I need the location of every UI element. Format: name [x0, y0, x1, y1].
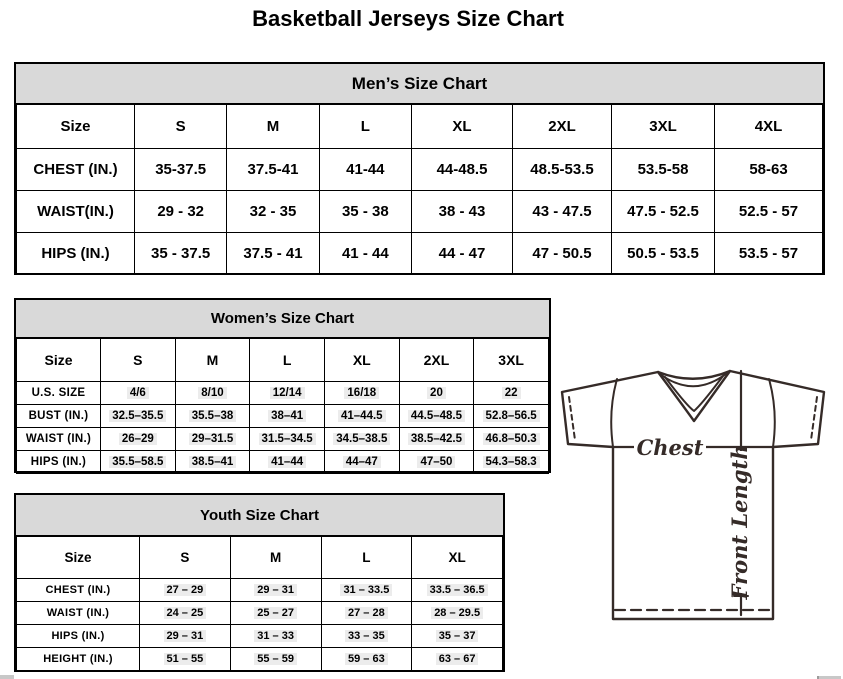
women-table-title: Women’s Size Chart	[16, 300, 549, 338]
men-cell	[612, 149, 715, 191]
womens-size-table	[14, 298, 551, 473]
men-cell	[227, 149, 319, 191]
cell-value: 27 – 28	[345, 607, 388, 619]
chest-label: Chest	[636, 435, 704, 460]
youth-cell	[140, 648, 231, 671]
cell-value: 25 – 27	[254, 607, 297, 619]
cell-value: 35.5–38	[189, 410, 237, 422]
women-cell	[399, 451, 474, 474]
youth-row-label: HEIGHT (IN.)	[17, 648, 140, 671]
cell-value: 44 - 47	[438, 245, 486, 262]
women-column-header: 3XL	[474, 339, 549, 382]
cell-value: 20	[427, 387, 446, 399]
youth-table-row	[17, 602, 503, 625]
cell-value: 31.5–34.5	[259, 433, 316, 445]
youth-cell	[321, 625, 412, 648]
youth-table-title: Youth Size Chart	[16, 495, 503, 536]
women-row-label: HIPS (IN.)	[17, 451, 101, 474]
youth-cell	[140, 579, 231, 602]
cell-value: 29 – 31	[254, 584, 297, 596]
cell-value: 53.5 - 57	[738, 245, 799, 262]
women-cell	[324, 405, 399, 428]
cell-value: 28 – 29.5	[431, 607, 483, 619]
youth-column-header: Size	[17, 537, 140, 579]
youth-size-table	[14, 493, 505, 672]
men-table-grid	[16, 104, 823, 275]
cell-value: 59 – 63	[345, 653, 388, 665]
youth-cell	[230, 579, 321, 602]
cell-value: 35 - 38	[341, 203, 389, 220]
men-cell	[513, 233, 612, 275]
cell-value: 48.5-53.5	[530, 161, 594, 178]
cell-value: 35 - 37.5	[151, 245, 211, 262]
women-column-header: M	[175, 339, 250, 382]
youth-row-label: HIPS (IN.)	[17, 625, 140, 648]
men-column-header: XL	[412, 105, 513, 149]
women-cell	[175, 405, 250, 428]
men-cell	[513, 149, 612, 191]
women-column-header: S	[101, 339, 176, 382]
cell-value: 26–29	[119, 433, 157, 445]
cell-value: 54.3–58.3	[483, 456, 540, 468]
youth-cell	[230, 602, 321, 625]
men-column-header: 2XL	[513, 105, 612, 149]
cell-value: 47.5 - 52.5	[627, 203, 699, 220]
men-row-label: WAIST(IN.)	[17, 191, 135, 233]
cell-value: 31 – 33.5	[340, 584, 392, 596]
youth-table-row	[17, 625, 503, 648]
women-cell	[175, 428, 250, 451]
youth-header-row	[17, 537, 503, 579]
cell-value: 38.5–41	[189, 456, 237, 468]
cell-value: 41–44	[268, 456, 306, 468]
cell-value: 43 - 47.5	[532, 203, 592, 220]
women-cell	[250, 382, 325, 405]
cell-value: 37.5-41	[247, 161, 299, 178]
men-table-row	[17, 233, 823, 275]
women-cell	[101, 405, 176, 428]
women-table-grid	[16, 338, 549, 474]
youth-cell	[230, 625, 321, 648]
men-column-header: 4XL	[715, 105, 823, 149]
youth-column-header: L	[321, 537, 412, 579]
front-length-label: Front Length	[727, 444, 752, 600]
women-cell	[101, 451, 176, 474]
cell-value: 52.8–56.5	[483, 410, 540, 422]
cell-value: 47–50	[417, 456, 455, 468]
men-cell	[513, 191, 612, 233]
men-cell	[227, 233, 319, 275]
men-cell	[319, 233, 411, 275]
women-cell	[399, 405, 474, 428]
cell-value: 33 – 35	[345, 630, 388, 642]
youth-row-label: WAIST (IN.)	[17, 602, 140, 625]
youth-column-header: XL	[412, 537, 503, 579]
cell-value: 32.5–35.5	[109, 410, 166, 422]
cell-value: 38–41	[268, 410, 306, 422]
men-cell	[319, 149, 411, 191]
women-row-label: U.S. SIZE	[17, 382, 101, 405]
men-cell	[412, 149, 513, 191]
women-table-row	[17, 405, 549, 428]
jersey-outline	[562, 371, 824, 619]
men-cell	[135, 149, 227, 191]
men-cell	[135, 233, 227, 275]
youth-column-header: M	[230, 537, 321, 579]
youth-cell	[412, 579, 503, 602]
youth-row-label: CHEST (IN.)	[17, 579, 140, 602]
cell-value: 47 - 50.5	[532, 245, 592, 262]
women-row-label: WAIST (IN.)	[17, 428, 101, 451]
youth-column-header: S	[140, 537, 231, 579]
women-column-header: XL	[324, 339, 399, 382]
men-cell	[135, 191, 227, 233]
scrollbar-fragment-left-icon	[0, 675, 14, 679]
women-cell	[324, 382, 399, 405]
women-cell	[101, 428, 176, 451]
women-column-header: 2XL	[399, 339, 474, 382]
men-cell	[715, 191, 823, 233]
men-column-header: L	[319, 105, 411, 149]
jersey-measurement-diagram	[558, 363, 830, 627]
cell-value: 38.5–42.5	[408, 433, 465, 445]
women-cell	[324, 428, 399, 451]
cell-value: 31 – 33	[254, 630, 297, 642]
cell-value: 35 – 37	[436, 630, 479, 642]
women-column-header: Size	[17, 339, 101, 382]
men-cell	[715, 149, 823, 191]
women-cell	[175, 451, 250, 474]
cell-value: 29 – 31	[164, 630, 207, 642]
men-row-label: CHEST (IN.)	[17, 149, 135, 191]
cell-value: 38 - 43	[438, 203, 486, 220]
cell-value: 22	[502, 387, 521, 399]
youth-table-row	[17, 579, 503, 602]
men-column-header: 3XL	[612, 105, 715, 149]
cell-value: 63 – 67	[436, 653, 479, 665]
men-table-title: Men’s Size Chart	[16, 64, 823, 104]
cell-value: 33.5 – 36.5	[427, 584, 488, 596]
youth-table-row	[17, 648, 503, 671]
cell-value: 29 - 32	[157, 203, 205, 220]
youth-cell	[230, 648, 321, 671]
cell-value: 12/14	[270, 387, 305, 399]
women-cell	[324, 451, 399, 474]
youth-cell	[412, 625, 503, 648]
men-table-row	[17, 191, 823, 233]
women-cell	[474, 428, 549, 451]
women-cell	[250, 405, 325, 428]
women-cell	[175, 382, 250, 405]
cell-value: 27 – 29	[164, 584, 207, 596]
cell-value: 52.5 - 57	[738, 203, 799, 220]
women-cell	[250, 451, 325, 474]
cell-value: 35.5–58.5	[109, 456, 166, 468]
cell-value: 44–47	[343, 456, 381, 468]
men-header-row	[17, 105, 823, 149]
men-table-row	[17, 149, 823, 191]
women-table-row	[17, 382, 549, 405]
cell-value: 44.5–48.5	[408, 410, 465, 422]
cell-value: 35-37.5	[155, 161, 207, 178]
cell-value: 41 - 44	[341, 245, 389, 262]
cell-value: 32 - 35	[249, 203, 297, 220]
women-cell	[399, 382, 474, 405]
men-column-header: M	[227, 105, 319, 149]
women-cell	[250, 428, 325, 451]
youth-cell	[321, 579, 412, 602]
men-cell	[612, 191, 715, 233]
men-cell	[412, 233, 513, 275]
youth-table-grid	[16, 536, 503, 671]
cell-value: 4/6	[127, 387, 149, 399]
cell-value: 44-48.5	[436, 161, 488, 178]
women-cell	[399, 428, 474, 451]
cell-value: 55 – 59	[254, 653, 297, 665]
cell-value: 50.5 - 53.5	[627, 245, 699, 262]
men-cell	[227, 191, 319, 233]
cell-value: 58-63	[749, 161, 788, 178]
men-column-header: Size	[17, 105, 135, 149]
men-row-label: HIPS (IN.)	[17, 233, 135, 275]
women-header-row	[17, 339, 549, 382]
cell-value: 46.8–50.3	[483, 433, 540, 445]
youth-cell	[412, 648, 503, 671]
women-cell	[101, 382, 176, 405]
cell-value: 41-44	[346, 161, 385, 178]
cell-value: 29–31.5	[189, 433, 237, 445]
cell-value: 34.5–38.5	[333, 433, 390, 445]
women-cell	[474, 451, 549, 474]
mens-size-table	[14, 62, 825, 275]
men-cell	[412, 191, 513, 233]
youth-cell	[140, 625, 231, 648]
women-cell	[474, 405, 549, 428]
cell-value: 24 – 25	[164, 607, 207, 619]
men-cell	[612, 233, 715, 275]
women-row-label: BUST (IN.)	[17, 405, 101, 428]
youth-cell	[412, 602, 503, 625]
women-table-row	[17, 451, 549, 474]
cell-value: 41–44.5	[338, 410, 386, 422]
women-cell	[474, 382, 549, 405]
page-title: Basketball Jerseys Size Chart	[252, 6, 564, 31]
cell-value: 53.5-58	[637, 161, 689, 178]
men-cell	[715, 233, 823, 275]
cell-value: 16/18	[344, 387, 379, 399]
youth-cell	[321, 648, 412, 671]
men-cell	[319, 191, 411, 233]
youth-cell	[140, 602, 231, 625]
cell-value: 8/10	[198, 387, 226, 399]
women-column-header: L	[250, 339, 325, 382]
cell-value: 37.5 - 41	[243, 245, 303, 262]
cell-value: 51 – 55	[164, 653, 207, 665]
youth-cell	[321, 602, 412, 625]
women-table-row	[17, 428, 549, 451]
men-column-header: S	[135, 105, 227, 149]
